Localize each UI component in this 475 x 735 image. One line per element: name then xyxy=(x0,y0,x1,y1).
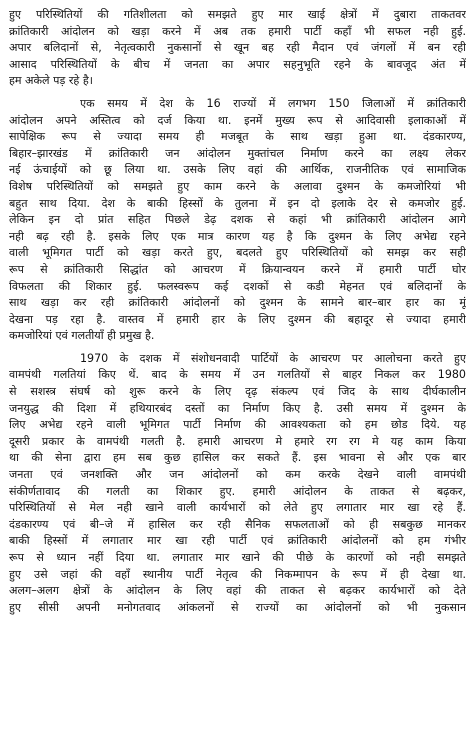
text-line: जनता एवं जनशक्ति और जन आंदोलनों को कम करके देखने वाली वामपंथी xyxy=(9,468,466,482)
text-line: नई ऊंचाईयों को छू लिया था. उसके लिए वहां की आर्थिक, राजनीतिक एवं सामाजिक xyxy=(9,163,466,177)
text-line: बहुत साथ दिया. देश के बाकी हिस्सों के तुलना में इन दो इलाके देर से कमजोर हुई. xyxy=(9,196,466,210)
text-line: दंडकारण्य एवं बी–जे में हासिल कर रही सैनिक सफलताओं को ही सबकुछ मानकर xyxy=(9,517,466,531)
text-line: हम अकेले पड़ रहे है। xyxy=(9,74,93,88)
text-line: हुए परिस्थितियों की गतिशीलता को समझते हुए मार खाई क्षेत्रों में दुबारा ताकतवर xyxy=(9,8,466,21)
text-line: जनयुद्ध की दिशा में हथियारबंद दस्तों का निर्माण किए है. उसी समय में दुश्मन के xyxy=(9,401,466,415)
text-line: नही बढ़ रही है. इसके लिए एक मात्र कारण यह है कि दुश्मन के लिए अभेद्य रहने xyxy=(9,229,466,243)
text-line: अलग–अलग क्षेत्रों के आंदोलन के लिए वहां की ताकत से बढ़कर कार्यभारों को देते xyxy=(9,584,466,598)
text-line: परिस्थितियों से मेल नही खाने वाली कार्यभारों को लेते हुए लगातार मार खा रहे हैं. xyxy=(9,501,466,515)
text-line: रूप से क्रांतिकारी सिद्धांत को आचरण में क्रियान्वयन करने में हमारी पार्टी घोर xyxy=(9,262,466,276)
text-line: आसाद परिस्थितियों के बीच में जनता का अपार सहनुभूति रहने के बावजूद अंत में xyxy=(9,57,466,71)
paragraph-3 xyxy=(9,351,466,617)
text-line: वाली भूमिगत पार्टी को खड़ा करते हुए, बदलते हुए परिस्थितियों को समझ कर सही xyxy=(9,246,466,260)
text-line: 1970 के दशक में संशोधनवादी पार्टियों के आचरण पर आलोचना करते हुए xyxy=(80,351,466,365)
text-line: साथ खड़ा कर रही क्रांतिकारी आंदोलनों को दुश्मन के सामने बार–बार हार का मूं xyxy=(9,296,466,310)
text-line: वामपंथी गलतियां किए थें. बाद के समय में उन गलतियों से बाहर निकल कर 1980 xyxy=(9,368,466,382)
text-line: क्रांतिकारी आंदोलन को खड़ा करने में अब तक हमारी पार्टी कहाँ भी सफल नही हुई. xyxy=(9,24,466,38)
paragraph-2 xyxy=(9,96,466,345)
text-line: लिए अभेद्य रहने वाली भूमिगत पार्टी निर्माण की आवश्यकता को हम छोड दिये. यह xyxy=(9,418,466,432)
text-line: अपार बलिदानों से, नेतृत्वकारी नुकसानों से खून बह रही मैदान एवं जंगलों में बन रही xyxy=(9,41,466,55)
text-line: सापेक्षिक रूप से ज्यादा समय ही मजबूत के साथ खड़ा हुआ था. दंडकारण्य, xyxy=(9,130,466,144)
text-line: बिहार–झारखंड में क्रांतिकारी जन आंदोलन मुक्तांचल निर्माण करने का लक्ष्य लेकर xyxy=(9,146,466,160)
text-line: हुए उसे जहां की वहाँ स्थानीय पार्टी नेतृत्व की निकम्मापन के रूप में ही देखा था. xyxy=(9,567,466,581)
text-line: रूप से ध्यान नहीं दिया था. लगातार मार खाने की पीछे के कारणों को नही समझते xyxy=(9,551,466,564)
text-line: हुए सीसी अपनी मनोगतवाद आंकलनों से राज्यों का आंदोलनों को भी नुकसान xyxy=(9,600,466,614)
text-line: संकीर्णतावाद की गलती का शिकार हुए. हमारी आंदोलन के ताकत से बढ़कर, xyxy=(9,484,466,498)
text-line: देखना पड़ रहा है. वास्तव में हमारी हार के लिए दुश्मन की बहादूर से ज्यादा हमारी xyxy=(9,312,466,326)
paragraph-1 xyxy=(9,7,466,90)
text-line: से सशस्त्र संघर्ष को शुरू करने के लिए दृढ़ संकल्प एवं जिद के साथ दीर्घकालीन xyxy=(9,385,466,399)
text-line: एक समय में देश के 16 राज्यों में लगभग 150 जिलाओं में क्रांतिकारी xyxy=(80,96,466,110)
text-line: विशेष परिस्थितियों को समझते हुए काम करने के अलावा दुश्मन के कमजोरियां भी xyxy=(9,179,466,193)
text-line: लेकिन इन दो प्रांत सहित पिछले डेढ़ दशक से कहां भी क्रांतिकारी आंदोलन आगे xyxy=(9,213,466,227)
text-line: कमजोरियां एवं गलतीयाँ ही प्रमुख है. xyxy=(9,329,155,343)
text-line: था की सेना द्वारा हम सब कुछ हासिल कर सकते हैं. इस भावना से और एक बार xyxy=(9,451,466,465)
text-line: बाकी हिस्सों में लगातार मार खा रही पार्टी एवं क्रांतिकारी आंदोलनों को हम गंभीर xyxy=(9,534,466,548)
text-line: आंदोलन अपने अस्तित्व को दर्ज किया था. इनमें मुख्य रूप से आदिवासी इलाकाओं में xyxy=(9,113,466,127)
text-line: दूसरी प्रकार के वामपंथी गलती है. हमारी आचरण मे हमारे रग रग मे यह काम किया xyxy=(9,434,466,448)
text-line: विफलता की शिकार हुई. फलस्वरूप कई दशकों से कडी मेहनत एवं बलिदानों के xyxy=(9,279,466,293)
